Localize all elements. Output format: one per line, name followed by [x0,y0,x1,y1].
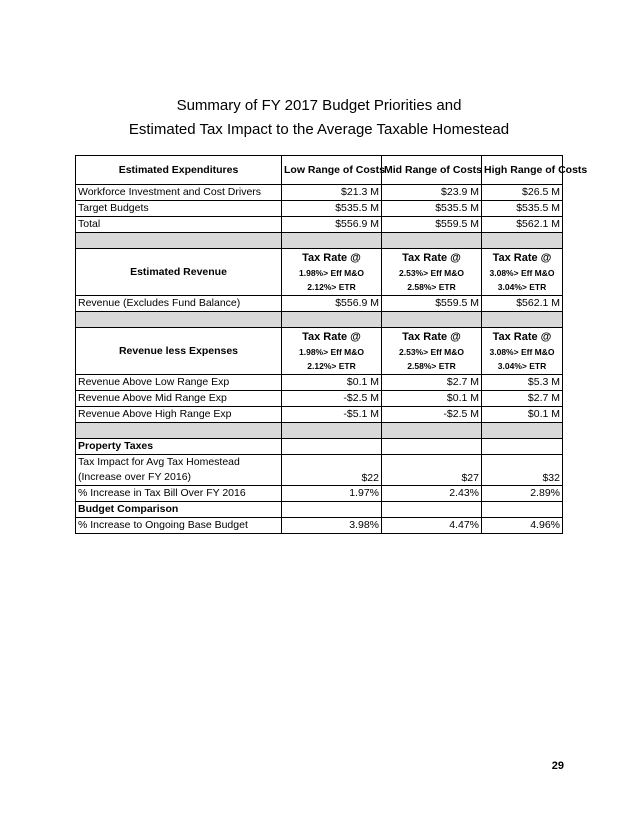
budget-comparison-header-row [76,502,563,518]
cell-mid: $559.5 M [382,217,482,233]
row-label: Target Budgets [76,201,282,217]
cell-low: 1.97% [282,486,382,502]
spacer-row [76,423,563,439]
tax-rate-mo: 3.08%> Eff M&O [489,268,555,278]
table-row [76,217,563,233]
row-label: Workforce Investment and Cost Drivers [76,185,282,201]
row-label: Revenue Above Mid Range Exp [76,391,282,407]
cell-high: $0.1 M [482,407,563,423]
title-line-1: Summary of FY 2017 Budget Priorities and [176,97,462,114]
tax-impact-sublabel: (Increase over FY 2016) [78,471,192,483]
title-line-2: Estimated Tax Impact to the Average Taxable Homestead [128,121,510,138]
budget-comparison-header: Budget Comparison [76,502,282,518]
tax-rate-mo: 2.53%> Eff M&O [399,268,464,278]
expenditures-header-row [76,156,563,185]
budget-summary-table [75,155,588,534]
tax-rate-mo: 2.53%> Eff M&O [399,347,464,357]
tax-rate-title: Tax Rate @ [302,331,361,343]
tax-rate-mid [382,328,482,375]
cell-high: $562.1 M [482,217,563,233]
revenue-header: Estimated Revenue [76,249,282,296]
cell-high: 2.89% [482,486,563,502]
table-row [76,486,563,502]
cell-high: $2.7 M [482,391,563,407]
tax-rate-title: Tax Rate @ [492,252,552,264]
property-taxes-header: Property Taxes [76,439,282,455]
tax-rate-low [282,328,382,375]
cell-high: 4.96% [482,518,563,534]
cell-low: -$5.1 M [282,407,382,423]
tax-rate-title: Tax Rate @ [492,331,552,343]
table-row [76,518,563,534]
row-label: % Increase to Ongoing Base Budget [76,518,282,534]
row-label: Revenue Above Low Range Exp [76,375,282,391]
tax-rate-title: Tax Rate @ [302,252,361,264]
cell-low: $21.3 M [282,185,382,201]
tax-rate-etr: 2.58%> ETR [407,361,456,371]
tax-rate-high [482,249,563,296]
column-header-mid: Mid Range of Costs [382,156,482,185]
rev-less-exp-header-row [76,328,563,375]
tax-rate-title: Tax Rate @ [402,252,461,264]
spacer-row [76,233,563,249]
tax-impact-label: Tax Impact for Avg Tax Homestead [78,456,240,468]
revenue-header-row [76,249,563,296]
tax-rate-mo: 1.98%> Eff M&O [299,347,364,357]
table-row [76,455,563,486]
cell-low: 3.98% [282,518,382,534]
tax-rate-etr: 2.58%> ETR [407,282,456,292]
cell-mid: 2.43% [382,486,482,502]
cell-high: $32 [482,455,563,486]
cell-high: $26.5 M [482,185,563,201]
table-row [76,185,563,201]
cell-high: $562.1 M [482,296,563,312]
column-header-low: Low Range of Costs [282,156,382,185]
cell-mid: $0.1 M [382,391,482,407]
tax-rate-mo: 3.08%> Eff M&O [489,347,555,357]
cell-mid: $2.7 M [382,375,482,391]
cell-high: $535.5 M [482,201,563,217]
table-row [76,201,563,217]
cell-low: $0.1 M [282,375,382,391]
cell-mid: $535.5 M [382,201,482,217]
row-label [76,455,282,486]
tax-rate-mid [382,249,482,296]
cell-low: $22 [282,455,382,486]
column-header-high: High Range of Costs [482,156,563,185]
cell-low: $556.9 M [282,296,382,312]
table-row [76,391,563,407]
page-number: 29 [551,760,564,772]
row-label: Revenue Above High Range Exp [76,407,282,423]
tax-rate-etr: 2.12%> ETR [307,361,356,371]
tax-rate-high [482,328,563,375]
rev-less-exp-header: Revenue less Expenses [76,328,282,375]
cell-mid: 4.47% [382,518,482,534]
tax-rate-low [282,249,382,296]
cell-high: $5.3 M [482,375,563,391]
tax-rate-mo: 1.98%> Eff M&O [299,268,364,278]
table-row [76,296,563,312]
table-row [76,375,563,391]
tax-rate-etr: 3.04%> ETR [497,282,547,292]
cell-mid: -$2.5 M [382,407,482,423]
tax-rate-etr: 2.12%> ETR [307,282,356,292]
cell-low: $556.9 M [282,217,382,233]
row-label: Revenue (Excludes Fund Balance) [76,296,282,312]
row-label: Total [76,217,282,233]
cell-mid: $27 [382,455,482,486]
cell-low: -$2.5 M [282,391,382,407]
tax-rate-etr: 3.04%> ETR [497,361,547,371]
tax-rate-title: Tax Rate @ [402,331,461,343]
spacer-row [76,312,563,328]
table-row [76,407,563,423]
property-taxes-header-row [76,439,563,455]
cell-mid: $559.5 M [382,296,482,312]
row-label: % Increase in Tax Bill Over FY 2016 [76,486,282,502]
cell-low: $535.5 M [282,201,382,217]
expenditures-header: Estimated Expenditures [76,156,282,185]
cell-mid: $23.9 M [382,185,482,201]
